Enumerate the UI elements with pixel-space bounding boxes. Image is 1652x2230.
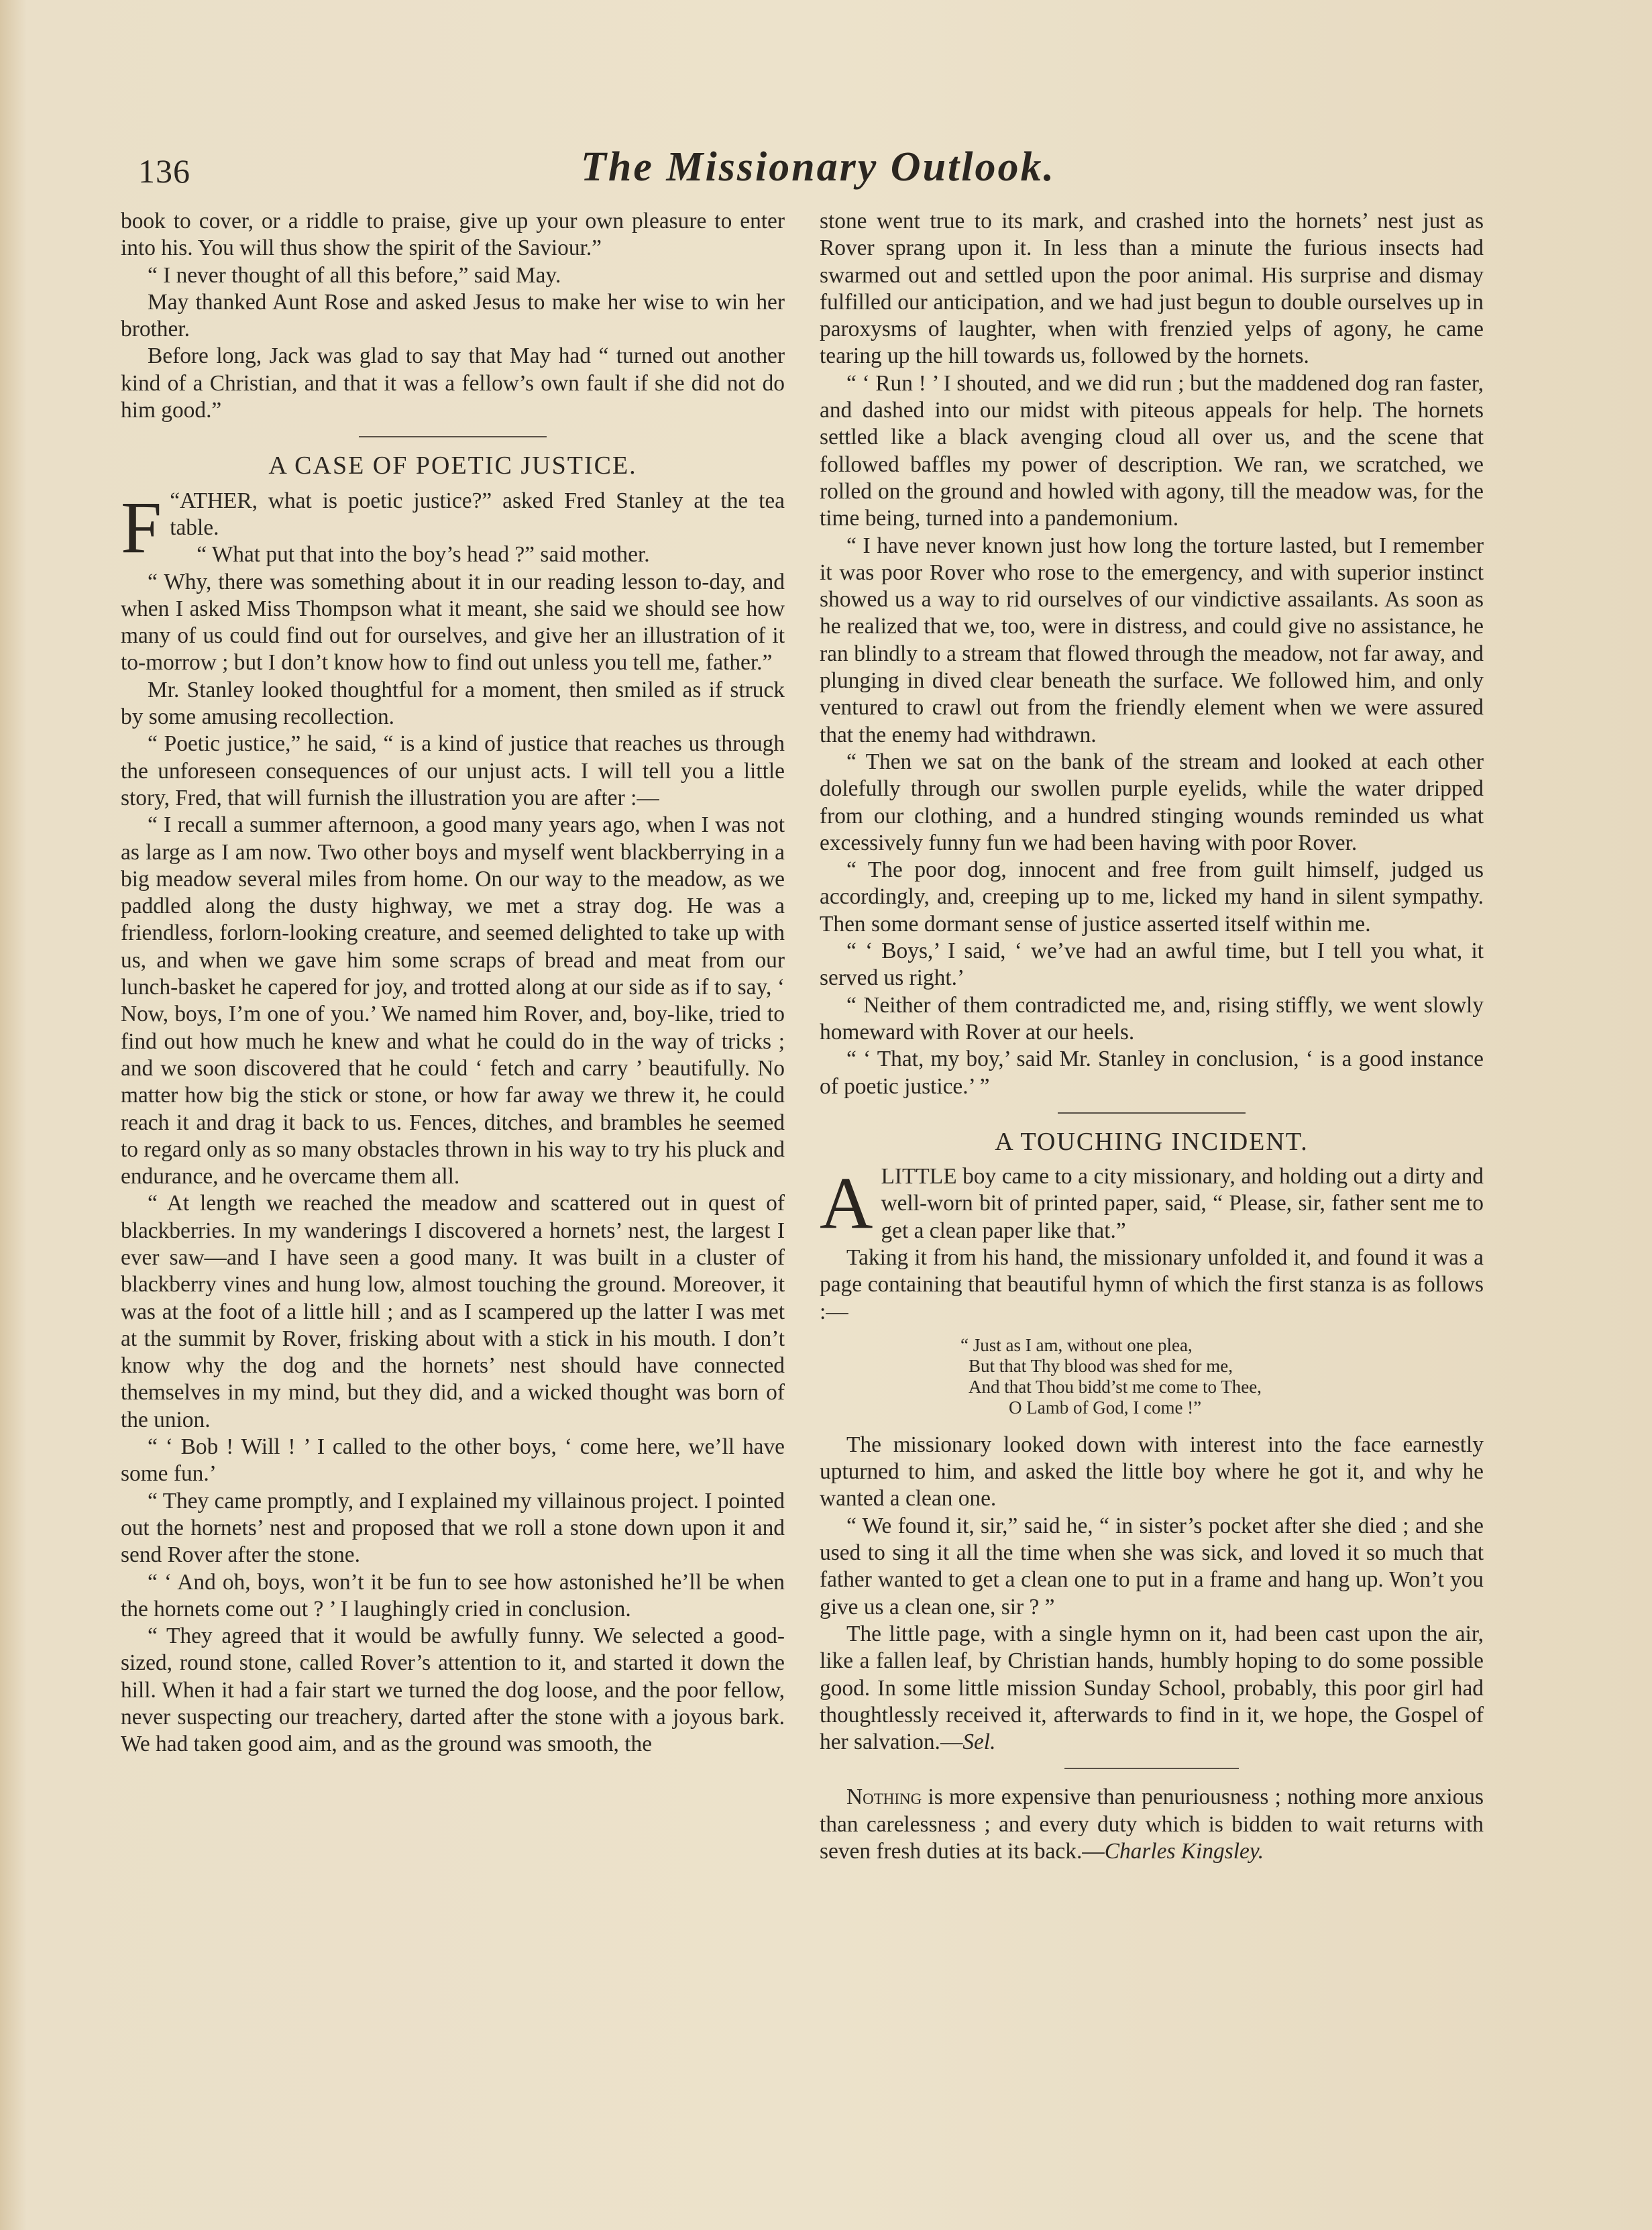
page-header: [134, 134, 1502, 208]
stanza-line: O Lamb of God, I come !”: [1009, 1397, 1202, 1418]
stanza-line: “ Just as I am, without one plea,: [960, 1334, 1193, 1355]
quotation-lead: Nothing: [846, 1785, 922, 1810]
section-divider: [359, 436, 547, 437]
paragraph: “ At length we reached the meadow and scattered out in quest of blackberries. In my wanderings I discovered a hornets’ nest, the largest I ever saw—and I have seen a good many. It was built in a cluster of blackberry vines and hung low, almost touching the ground. Moreover, it was at the foot of a little hill ; and as I scampered up the latter I was met at the summit by Rover, frisking about with a stick in his mouth. I don’t know why the dog and the hornets’ nest should have connected themselves in my mind, but they did, and a wicked thought was born of the union.: [121, 1191, 785, 1432]
quotation-author: Charles Kingsley.: [1104, 1839, 1264, 1864]
opening-text: LITTLE boy came to a city missionary, and holding out a dirty and well-worn bit of printed paper, said, “ Please, sir, father sent me to get a clean paper like that.”: [881, 1164, 1484, 1243]
paragraph: “ We found it, sir,” said he, “ in sister’s pocket after she died ; and she used to sing it all the time when she was sick, and loved it so much that father wanted to get a clean one to put in a frame and hang up. Won’t you give us a clean one, sir ? ”: [820, 1513, 1484, 1620]
running-title: The Missionary Outlook.: [580, 144, 1056, 190]
paragraph: [820, 1621, 1484, 1756]
drop-cap: F: [121, 486, 162, 568]
page-number: 136: [138, 152, 190, 190]
paragraph: The missionary looked down with interest into the face earnestly upturned to him, and asked the little boy where he got it, and why he wanted a clean one.: [820, 1432, 1484, 1511]
stanza-line: And that Thou bidd’st me come to Thee,: [969, 1376, 1262, 1397]
source-attribution: Sel.: [962, 1730, 996, 1755]
paragraph: “ They agreed that it would be awfully funny. We selected a good-sized, round stone, called Rover’s attention to it, and started it down the hill. When it had a fair start we turned the dog loose, and the poor fellow, never suspecting our treachery, darted after the stone with a joyous bark. We had taken good aim, and as the ground was smooth, the: [121, 1624, 785, 1757]
paragraph-text: The little page, with a single hymn on it, had been cast upon the air, like a fallen leaf, by Christian hands, humbly hoping to do some possible good. In some little mission Sunday School, probably, this poor girl had thoughtlessly received it, afterwards to find in it, we hope, the Gospel of her salvation.—: [820, 1621, 1484, 1755]
stanza-line: But that Thy blood was shed for me,: [969, 1355, 1233, 1376]
paragraph: Taking it from his hand, the missionary unfolded it, and found it was a page containing that beautiful hymn of which the first stanza is as follows :—: [820, 1244, 1484, 1324]
paragraph: “ I recall a summer afternoon, a good many years ago, when I was not as large as I am now. Two other boys and myself went blackberrying in a big meadow several miles from home. On our way to the meadow, as we paddled along the dusty highway, we met a stray dog. He was a friendless, forlorn-looking creature, and seemed delighted to take up with us, and when we gave him some scraps of bread and meat from our lunch-basket he capered for joy, and trotted along at our side as if to say, ‘ Now, boys, I’m one of you.’ We named him Rover, and, boy-like, tried to find out how much he knew and what he could do in the way of tricks ; and we soon discovered that he could ‘ fetch and carry ’ beautifully. No matter how big the stick or stone, or how far away we threw it, he could reach it and drag it back to us. Fences, ditches, and brambles he seemed to regard only as so many obstacles thrown in his way to try his pluck and endurance, and he overcame them all.: [121, 812, 785, 1189]
paragraph: “ ‘ And oh, boys, won’t it be fun to see how astonished he’ll be when the hornets come out ? ’ I laughingly cried in conclusion.: [121, 1569, 785, 1622]
paragraph: “ Why, there was something about it in our reading lesson to-day, and when I asked Miss Thompson what it meant, she said we should see how many of us could find out for ourselves, and give her an illustration of it to-morrow ; but I don’t know how to find out unless you tell me, father.”: [121, 569, 785, 676]
paragraph: “ Neither of them contradicted me, and, rising stiffly, we went slowly homeward with Rover at our heels.: [820, 992, 1484, 1045]
paragraph: “ The poor dog, innocent and free from guilt himself, judged us accordingly, and, creeping up to me, licked my hand in silent sympathy. Then some dormant sense of justice asserted itself within me.: [820, 857, 1484, 937]
right-column: [820, 208, 1484, 1865]
paragraph: “ ‘ That, my boy,’ said Mr. Stanley in conclusion, ‘ is a good instance of poetic justice.’ ”: [820, 1047, 1484, 1099]
paragraph: book to cover, or a riddle to praise, give up your own pleasure to enter into his. You will thus show the spirit of the Saviour.”: [121, 209, 785, 261]
hymn-stanza: [820, 1335, 1484, 1418]
paragraph: “ Poetic justice,” he said, “ is a kind of justice that reaches us through the unforeseen consequences of our unjust acts. I will tell you a little story, Fred, that will furnish the illustration you are after :—: [121, 731, 785, 810]
quotation-text: [820, 1784, 1484, 1865]
paragraph: stone went true to its mark, and crashed into the hornets’ nest just as Rover sprang upon it. In less than a minute the furious insects had swarmed out and settled upon the poor animal. His surprise and dismay fulfilled our anticipation, and we had just begun to double ourselves up in paroxysms of laughter, when with frenzied yelps of agony, he came tearing up the hill towards us, followed by the hornets.: [820, 209, 1484, 369]
paragraph: May thanked Aunt Rose and asked Jesus to make her wise to win her brother.: [121, 289, 785, 342]
paragraph: Before long, Jack was glad to say that May had “ turned out another kind of a Christian, and that it was a fellow’s own fault if she did not do him good.”: [121, 343, 785, 423]
open-quote: “: [170, 488, 180, 513]
section-divider: [1058, 1112, 1246, 1114]
article-heading-touching-incident: A TOUCHING INCIDENT.: [995, 1127, 1309, 1156]
paragraph: “ Then we sat on the bank of the stream and looked at each other dolefully through our swollen purple eyelids, while the water dripped from our clothing, and a hundred stinging wounds reminded us what excessively funny fun we had been having with poor Rover.: [820, 749, 1484, 855]
paragraph: “ ‘ Boys,’ I said, ‘ we’ve had an awful time, but I tell you what, it served us right.’: [820, 939, 1484, 991]
drop-cap: A: [820, 1162, 873, 1244]
quotation-note: [820, 1784, 1484, 1865]
paragraph: “ ‘ Bob ! Will ! ’ I called to the other boys, ‘ come here, we’ll have some fun.’: [121, 1434, 785, 1487]
paragraph: “ What put that into the boy’s head ?” said mother.: [197, 542, 650, 568]
left-column: [121, 208, 785, 1758]
section-divider: [1064, 1768, 1239, 1769]
paragraph: “ I have never known just how long the torture lasted, but I remember it was poor Rover who rose to the emergency, and with superior instinct showed us a way to rid ourselves of our vindictive assailants. As soon as he realized that we, too, were in distress, and could give no assistance, he ran blindly to a stream that flowed through the meadow, not far away, and plunging in dived clear beneath the surface. We followed him, and only ventured to crawl out from the friendly element when we were assured that the enemy had withdrawn.: [820, 533, 1484, 747]
quotation-body: is more expensive than penuriousness ; nothing more anxious than carelessness ; and every duty which is bidden to wait returns with seven fresh duties at its back.—: [820, 1785, 1484, 1864]
opening-paragraph: [820, 1163, 1484, 1244]
paragraph: “ They came promptly, and I explained my villainous project. I pointed out the hornets’ nest and proposed that we roll a stone down upon it and send Rover after the stone.: [121, 1488, 785, 1568]
opening-text: ATHER, what is poetic justice?” asked Fred Stanley at the tea table.: [170, 488, 785, 540]
article-heading-poetic-justice: A CASE OF POETIC JUSTICE.: [268, 452, 637, 480]
paragraph: Mr. Stanley looked thoughtful for a moment, then smiled as if struck by some amusing recollection.: [121, 677, 785, 730]
paragraph: “ ‘ Run ! ’ I shouted, and we did run ; but the maddened dog ran faster, and dashed into our midst with piteous appeals for help. The hornets settled like a black avenging cloud all over us, and the scene that followed baffles my power of description. We ran, we scratched, we rolled on the ground and howled with agony, till the meadow was, for the time being, turned into a pandemonium.: [820, 370, 1484, 531]
paragraph: “ I never thought of all this before,” said May.: [148, 262, 561, 288]
